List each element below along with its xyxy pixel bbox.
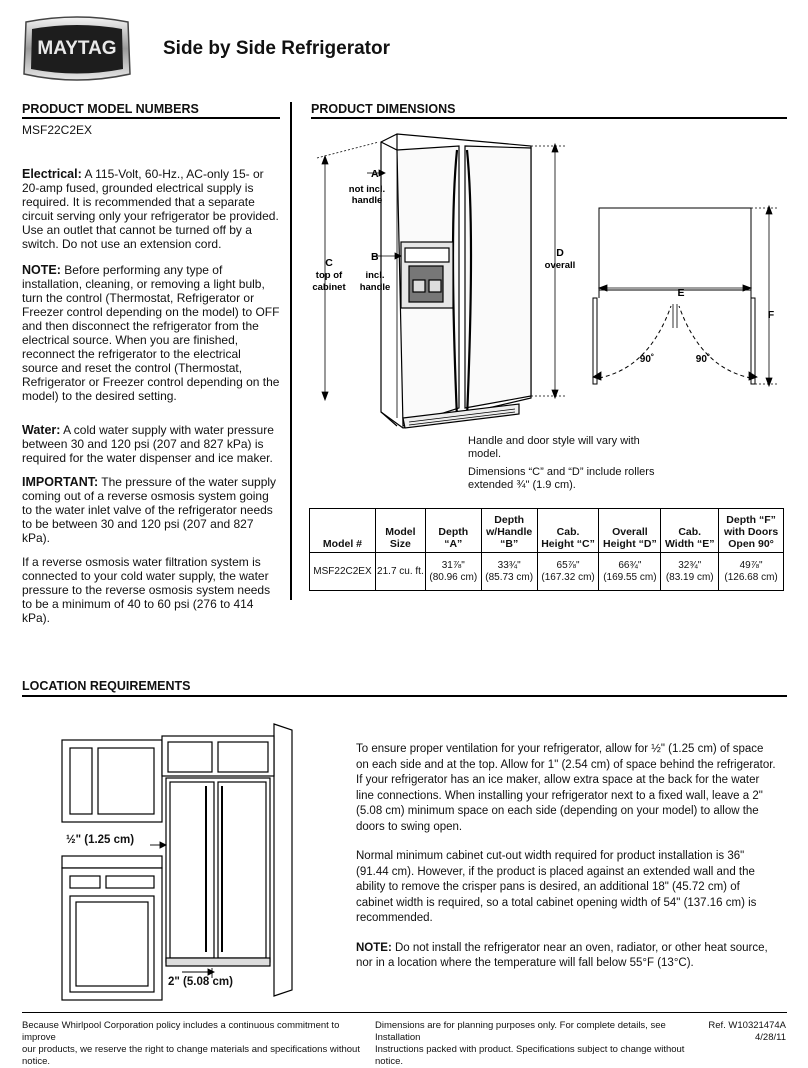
header-model-number: Model # (310, 509, 376, 553)
cell-depth-b: 33¾" (85.73 cm) (481, 553, 537, 591)
reverse-osmosis-paragraph: If a reverse osmosis water filtration system is connected to your cold water supply, the water pressure to the reverse osmosis system needs to be a minimum of 40 to 60 psi (276 to 414 kPa). (22, 555, 271, 625)
document-title: Side by Side Refrigerator (163, 38, 391, 59)
model-numbers-heading: PRODUCT MODEL NUMBERS (22, 102, 199, 116)
footer-planning-line-1: Dimensions are for planning purposes only. For complete details, see Installation (375, 1020, 666, 1043)
header-model-size: Model Size (375, 509, 425, 553)
cell-depth-f: 49⅞" (126.68 cm) (719, 553, 784, 591)
header-cab-width-e: Cab. Width “E” (661, 509, 719, 553)
footer-policy-line-2: our products, we reserve the right to change materials and specifications without notice. (22, 1044, 360, 1067)
water-label: Water: (22, 423, 61, 437)
header-depth-b: Depth w/Handle “B” (481, 509, 537, 553)
location-note-paragraph (356, 941, 776, 972)
water-text: A cold water supply with water pressure between 30 and 120 psi (207 and 827 kPa) is required for the water dispenser and ice maker. (22, 423, 274, 465)
cutout-paragraph: Normal minimum cabinet cut-out width required for product installation is 36" (91.44 cm). However, if the product is placed against an extended wall and the ability to remove the crisper pans is desired, an additional 18" (45.72 cm) of cabinet width is required, so a total cabinet opening width of 54" (137.16 cm) is recommended. (356, 850, 757, 924)
electrical-text: A 115-Volt, 60-Hz., AC-only 15- or 20-amp fused, grounded electrical supply is required. It is recommended that a separate circuit serving only your refrigerator be provided. Use an outlet that cannot be turned off by a switch. Do not use an extension cord. (22, 167, 279, 251)
model-numbers-rule (22, 117, 280, 119)
cabinet-installation-diagram (62, 720, 302, 1000)
note-text: Before performing any type of installation, cleaning, or removing a light bulb, turn the control (Thermostat, Refrigerator or Freezer control depending on the model) to OFF and then disconnect the refrigerator from the electrical source. When you are finished, reconnect the refrigerator to the electrical source and reset the control (Thermostat, Refrigerator or Freezer control depending on the model) to the desired setting. (22, 263, 280, 403)
column-divider (290, 102, 292, 600)
important-text: The pressure of the water supply coming out of a reverse osmosis system going to the water inlet valve of the refrigerator needs to be between 30 and 120 psi (207 and 827 kPa). (22, 475, 277, 545)
svg-text:D: D (556, 247, 564, 259)
svg-text:A: A (371, 168, 379, 180)
footer-policy (22, 1020, 367, 1068)
note-label: NOTE: (22, 263, 61, 277)
svg-text:90˚: 90˚ (639, 354, 655, 365)
note-paragraph (22, 263, 280, 403)
location-note-label: NOTE: (356, 941, 392, 954)
table-header-row (310, 509, 784, 553)
table-row (310, 553, 784, 591)
bottom-gap-label: 2" (5.08 cm) (168, 976, 233, 988)
cell-cab-width-e: 32¾" (83.19 cm) (661, 553, 719, 591)
svg-text:handle: handle (359, 282, 391, 293)
svg-text:cabinet: cabinet (312, 282, 346, 293)
location-text (356, 742, 776, 986)
svg-text:90˚: 90˚ (695, 354, 711, 365)
svg-text:top of: top of (315, 270, 343, 281)
fridge-dimensions-diagram (309, 128, 787, 436)
rollers-note: Dimensions “C” and “D” include rollers extended ¾" (1.9 cm). (468, 466, 655, 491)
important-paragraph (22, 475, 280, 545)
svg-text:incl.: incl. (365, 270, 385, 281)
handle-note: Handle and door style will vary with model. (468, 435, 640, 460)
header-cab-height-c: Cab. Height “C” (537, 509, 599, 553)
side-gap-label: ½" (1.25 cm) (66, 834, 135, 846)
svg-text:E: E (677, 287, 685, 299)
model-number: MSF22C2EX (22, 123, 93, 137)
cell-overall-height-d: 66¾" (169.55 cm) (599, 553, 661, 591)
dimensions-table (309, 508, 784, 591)
important-label: IMPORTANT: (22, 475, 99, 489)
cell-model-number: MSF22C2EX (310, 553, 376, 591)
footer-policy-line-1: Because Whirlpool Corporation policy includes a continuous commitment to improve (22, 1020, 340, 1043)
electrical-label: Electrical: (22, 167, 82, 181)
maytag-logo (20, 14, 134, 84)
cell-model-size: 21.7 cu. ft. (375, 553, 425, 591)
svg-text:overall: overall (544, 260, 576, 271)
product-dimensions-heading: PRODUCT DIMENSIONS (311, 102, 456, 116)
ventilation-paragraph: To ensure proper ventilation for your refrigerator, allow for ½" (1.25 cm) of space on each side and at the top. Allow for 1" (2.54 cm) of space behind the refrigerator. If your refrigerator has an ice maker, allow extra space at the back for the water line connections. When installing your refrigerator next to a fixed wall, leave a 2" (5.08 cm) minimum space on each side (depending on your model) to allow the doors to swing open. (356, 743, 776, 833)
svg-text:handle: handle (351, 195, 383, 206)
svg-text:F: F (767, 309, 775, 321)
header-depth-f: Depth “F” with Doors Open 90° (719, 509, 784, 553)
electrical-paragraph (22, 167, 280, 251)
product-dimensions-rule (311, 117, 787, 119)
location-note-text: Do not install the refrigerator near an oven, radiator, or other heat source, nor in a location where the temperature will fall below 55°F (13°C). (356, 941, 768, 969)
header-overall-height-d: Overall Height “D” (599, 509, 661, 553)
dimension-notes (468, 435, 668, 497)
footer-reference (700, 1020, 786, 1044)
location-requirements-heading: LOCATION REQUIREMENTS (22, 679, 191, 693)
water-paragraph (22, 423, 280, 465)
footer-date: 4/28/11 (755, 1032, 786, 1043)
cell-depth-a: 31⅞" (80.96 cm) (425, 553, 481, 591)
location-requirements-rule (22, 695, 787, 697)
footer-planning-line-2: Instructions packed with product. Specifications subject to change without notice. (375, 1044, 685, 1067)
footer-ref-number: Ref. W10321474A (708, 1020, 786, 1031)
cell-cab-height-c: 65⅞" (167.32 cm) (537, 553, 599, 591)
svg-text:B: B (371, 251, 379, 263)
svg-text:not incl.: not incl. (348, 184, 386, 195)
header-depth-a: Depth “A” (425, 509, 481, 553)
left-column (22, 123, 280, 635)
footer-rule (22, 1012, 787, 1013)
footer-planning (375, 1020, 705, 1068)
svg-text:C: C (325, 257, 333, 269)
svg-text:MAYTAG: MAYTAG (37, 38, 117, 59)
